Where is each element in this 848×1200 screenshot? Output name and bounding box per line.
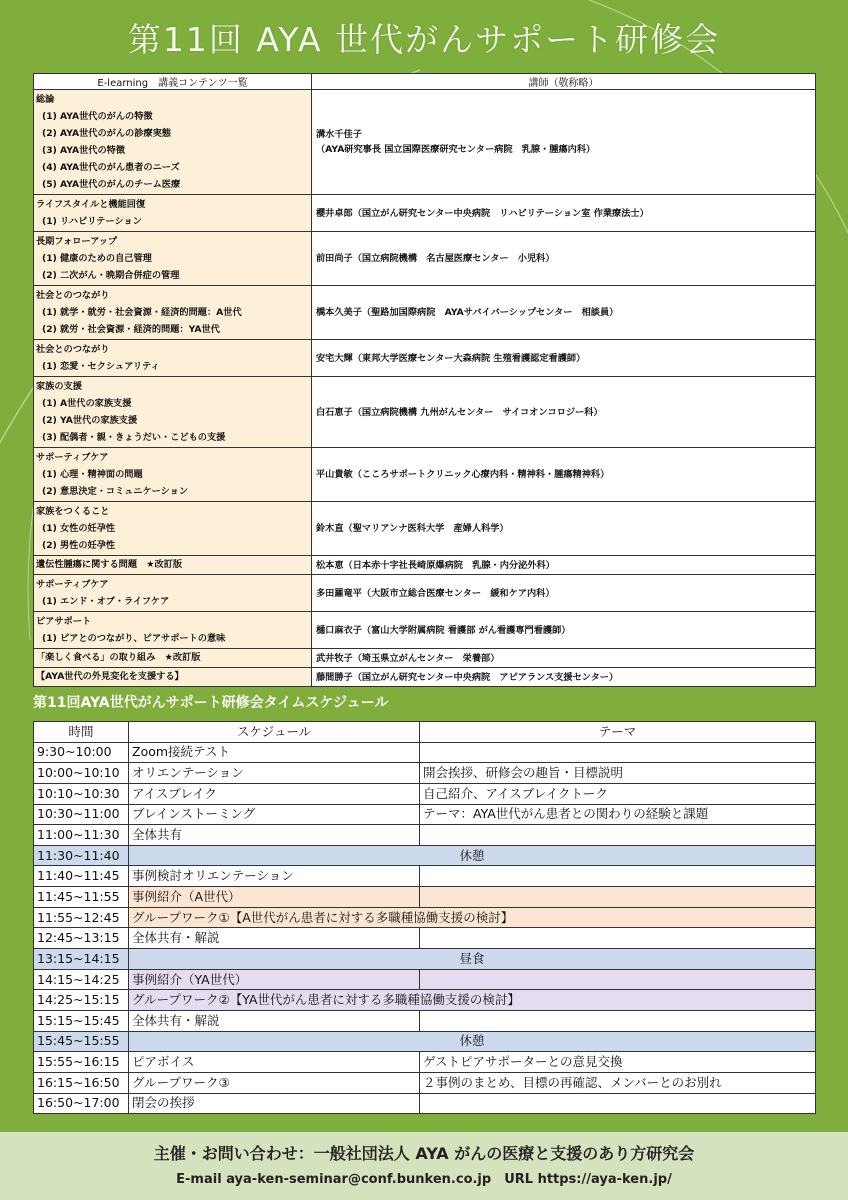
course-category: サポーティブケア	[36, 579, 109, 590]
course-row	[34, 612, 816, 649]
elearning-header-instructor: 講師（敬称略）	[312, 74, 816, 90]
instructor-cell	[312, 286, 816, 340]
schedule-time: 10:00~10:10	[34, 763, 129, 784]
course-item: (4) AYA世代のがん患者のニーズ	[42, 162, 180, 173]
course-row	[34, 232, 816, 286]
schedule-item: 事例紹介（A世代）	[129, 887, 420, 908]
schedule-item: オリエンテーション	[129, 763, 420, 784]
instructor-cell	[312, 556, 816, 575]
course-item: (2) YA世代の家族支援	[42, 415, 138, 426]
course-cell	[34, 668, 312, 687]
schedule-row	[34, 969, 816, 990]
schedule-theme	[420, 866, 816, 887]
schedule-time: 14:25~15:15	[34, 990, 129, 1011]
schedule-theme	[420, 887, 816, 908]
course-row	[34, 377, 816, 448]
schedule-time: 15:45~15:55	[34, 1031, 129, 1052]
instructor-name: 白石恵子（国立病院機構 九州がんセンター サイコオンコロジー科）	[316, 406, 603, 418]
schedule-time: 15:55~16:15	[34, 1052, 129, 1073]
instructor-name: 松本恵（日本赤十字社長崎原爆病院 乳腺・内分泌外科）	[316, 559, 555, 571]
instructor-name: 多田羅竜平（大阪市立総合医療センター 緩和ケア内科）	[316, 587, 555, 599]
schedule-theme	[420, 825, 816, 846]
schedule-time: 13:15~14:15	[34, 949, 129, 970]
schedule-header-time: 時間	[34, 722, 129, 743]
schedule-theme	[420, 1010, 816, 1031]
course-item: (1) 就学・就労・社会資源・経済的問題：A世代	[42, 307, 242, 318]
instructor-name: 前田尚子（国立病院機構 名古屋医療センター 小児科）	[316, 253, 555, 264]
schedule-item: Zoom接続テスト	[129, 742, 420, 763]
schedule-theme: ゲストピアサポーターとの意見交換	[420, 1052, 816, 1073]
course-item: (1) ピアとのつながり、ピアサポートの意味	[42, 633, 226, 644]
instructor-cell	[312, 668, 816, 687]
course-category: 長期フォローアップ	[36, 236, 118, 247]
schedule-item: グループワーク①【A世代がん患者に対する多職種協働支援の検討】	[129, 907, 816, 928]
instructor-cell	[312, 377, 816, 448]
course-category: 社会とのつながり	[36, 344, 110, 355]
schedule-item: 全体共有	[129, 825, 420, 846]
schedule-row	[34, 845, 816, 866]
schedule-row	[34, 928, 816, 949]
elearning-header-contents: E-learning 講義コンテンツ一覧	[34, 74, 312, 90]
schedule-item: 事例検討オリエンテーション	[129, 866, 420, 887]
schedule-time: 11:40~11:45	[34, 866, 129, 887]
schedule-theme: テーマ：AYA世代がん患者との関わりの経験と課題	[420, 804, 816, 825]
course-cell	[34, 575, 312, 612]
course-category: 「楽しく食べる」の取り組み ★改訂版	[36, 652, 201, 663]
course-item: (1) リハビリテーション	[42, 216, 142, 227]
course-cell	[34, 502, 312, 556]
instructor-cell	[312, 90, 816, 195]
course-row	[34, 649, 816, 668]
course-cell	[34, 649, 312, 668]
schedule-item: グループワーク②【YA世代がん患者に対する多職種協働支援の検討】	[129, 990, 816, 1011]
course-row	[34, 668, 816, 687]
schedule-item: 事例紹介（YA世代）	[129, 969, 420, 990]
instructor-name: 武井牧子（埼玉県立がんセンター 栄養部）	[316, 652, 500, 664]
schedule-theme	[420, 969, 816, 990]
schedule-item: 閉会の挨拶	[129, 1093, 420, 1114]
schedule-item: ピアボイス	[129, 1052, 420, 1073]
page-title: 第11回 AYA 世代がんサポート研修会	[127, 20, 721, 59]
schedule-row	[34, 866, 816, 887]
schedule-item: アイスブレイク	[129, 783, 420, 804]
instructor-cell	[312, 340, 816, 377]
schedule-theme	[420, 1093, 816, 1114]
schedule-time: 10:10~10:30	[34, 783, 129, 804]
schedule-theme	[420, 742, 816, 763]
course-item: (3) 配偶者・親・きょうだい・こどもの支援	[42, 432, 226, 443]
schedule-row	[34, 763, 816, 784]
course-item: (2) 就労・社会資源・経済的問題：YA世代	[42, 324, 220, 335]
schedule-row	[34, 949, 816, 970]
course-category: 【AYA世代の外見変化を支援する】	[36, 671, 184, 682]
course-category: 遺伝性腫瘍に関する問題 ★改訂版	[36, 559, 183, 570]
schedule-row	[34, 907, 816, 928]
elearning-body	[34, 90, 816, 687]
schedule-item: 全体共有・解説	[129, 928, 420, 949]
instructor-cell	[312, 232, 816, 286]
course-item: (1) 健康のための自己管理	[42, 253, 152, 264]
instructor-cell	[312, 575, 816, 612]
footer	[0, 1132, 848, 1200]
schedule-row	[34, 1072, 816, 1093]
instructor-name: （AYA研究事長 国立国際医療研究センター病院 乳腺・腫瘍内科）	[316, 144, 596, 155]
schedule-time: 11:55~12:45	[34, 907, 129, 928]
schedule-time: 15:15~15:45	[34, 1010, 129, 1031]
schedule-row	[34, 1093, 816, 1114]
schedule-item: グループワーク③	[129, 1072, 420, 1093]
schedule-row	[34, 804, 816, 825]
course-item: (3) AYA世代の特徴	[42, 145, 126, 156]
schedule-theme: 開会挨拶、研修会の趣旨・目標説明	[420, 763, 816, 784]
course-item: (2) 意思決定・コミュニケーション	[42, 486, 189, 497]
footer-contact: E-mail aya-ken-seminar@conf.bunken.co.jp URL https://aya-ken.jp/	[176, 1172, 672, 1187]
schedule-time: 16:15~16:50	[34, 1072, 129, 1093]
course-item: (1) A世代の家族支援	[42, 398, 132, 409]
schedule-header-theme: テーマ	[420, 722, 816, 743]
schedule-time: 14:15~14:25	[34, 969, 129, 990]
course-category: ライフスタイルと機能回復	[36, 199, 146, 210]
course-category: 総論	[36, 94, 55, 105]
schedule-header-schedule: スケジュール	[129, 722, 420, 743]
course-cell	[34, 90, 312, 195]
schedule-time: 16:50~17:00	[34, 1093, 129, 1114]
schedule-row	[34, 1031, 816, 1052]
schedule-row	[34, 742, 816, 763]
instructor-cell	[312, 649, 816, 668]
schedule-time: 11:00~11:30	[34, 825, 129, 846]
course-item: (2) 二次がん・晩期合併症の管理	[42, 270, 180, 281]
course-item: (1) 女性の妊孕性	[42, 523, 116, 534]
instructor-name: 櫻井卓郎（国立がん研究センター中央病院 リハビリテーション室 作業療法士）	[316, 207, 649, 219]
course-item: (2) AYA世代のがんの診療実態	[42, 128, 171, 139]
footer-organizer: 主催・お問い合わせ：一般社団法人 AYA がんの医療と支援のあり方研究会	[153, 1144, 695, 1163]
schedule-break: 昼食	[129, 949, 816, 970]
schedule-time: 12:45~13:15	[34, 928, 129, 949]
schedule-table	[33, 721, 816, 1114]
course-cell	[34, 286, 312, 340]
course-item: (1) 心理・精神面の問題	[42, 469, 143, 480]
schedule-time: 11:30~11:40	[34, 845, 129, 866]
course-cell	[34, 195, 312, 232]
schedule-section-title: 第11回AYA世代がんサポート研修会タイムスケジュール	[33, 695, 389, 711]
instructor-name: 藤間勝子（国立がん研究センター中央病院 アピアランス支援センター）	[316, 671, 619, 683]
schedule-time: 9:30~10:00	[34, 742, 129, 763]
course-cell	[34, 377, 312, 448]
schedule-theme	[420, 928, 816, 949]
schedule-body	[34, 742, 816, 1114]
course-cell	[34, 612, 312, 649]
course-row	[34, 556, 816, 575]
instructor-name: 溝水千佳子	[316, 129, 362, 140]
schedule-row	[34, 1052, 816, 1073]
course-category: 社会とのつながり	[36, 290, 110, 301]
course-item: (2) 男性の妊孕性	[42, 540, 116, 551]
instructor-name: 平山貴敏（こころサポートクリニック心療内科・精神科・腫瘍精神科）	[316, 469, 610, 480]
course-cell	[34, 448, 312, 502]
course-category: 家族をつくること	[36, 506, 110, 517]
schedule-break: 休憩	[129, 1031, 816, 1052]
course-category: サポーティブケア	[36, 452, 109, 463]
instructor-name: 安宅大輝（東邦大学医療センター大森病院 生殖看護認定看護師）	[316, 352, 586, 364]
course-row	[34, 502, 816, 556]
schedule-item: ブレインストーミング	[129, 804, 420, 825]
course-item: (1) エンド・オブ・ライフケア	[42, 596, 170, 607]
schedule-row	[34, 1010, 816, 1031]
schedule-theme: 自己紹介、アイスブレイクトーク	[420, 783, 816, 804]
course-category: ピアサポート	[36, 616, 92, 627]
course-row	[34, 575, 816, 612]
instructor-cell	[312, 195, 816, 232]
instructor-cell	[312, 612, 816, 649]
course-row	[34, 448, 816, 502]
instructor-name: 樋口麻衣子（富山大学附属病院 看護部 がん看護専門看護師）	[316, 624, 571, 636]
schedule-row	[34, 783, 816, 804]
schedule-row	[34, 887, 816, 908]
schedule-break: 休憩	[129, 845, 816, 866]
schedule-row	[34, 825, 816, 846]
elearning-table	[33, 73, 816, 687]
course-cell	[34, 340, 312, 377]
schedule-item: 全体共有・解説	[129, 1010, 420, 1031]
schedule-row	[34, 990, 816, 1011]
schedule-time: 10:30~11:00	[34, 804, 129, 825]
course-row	[34, 340, 816, 377]
course-cell	[34, 232, 312, 286]
course-row	[34, 286, 816, 340]
course-row	[34, 195, 816, 232]
instructor-cell	[312, 448, 816, 502]
course-item: (5) AYA世代のがんのチーム医療	[42, 179, 181, 190]
instructor-cell	[312, 502, 816, 556]
schedule-theme: ２事例のまとめ、目標の再確認、メンバーとのお別れ	[420, 1072, 816, 1093]
schedule-time: 11:45~11:55	[34, 887, 129, 908]
course-item: (1) AYA世代のがんの特徴	[42, 111, 153, 122]
instructor-name: 橋本久美子（聖路加国際病院 AYAサバイバーシップセンター 相談員）	[316, 307, 619, 318]
course-cell	[34, 556, 312, 575]
course-item: (1) 恋愛・セクシュアリティ	[42, 361, 160, 372]
course-category: 家族の支援	[36, 381, 82, 392]
instructor-name: 鈴木直（聖マリアンナ医科大学 産婦人科学）	[316, 523, 509, 534]
course-row	[34, 90, 816, 195]
